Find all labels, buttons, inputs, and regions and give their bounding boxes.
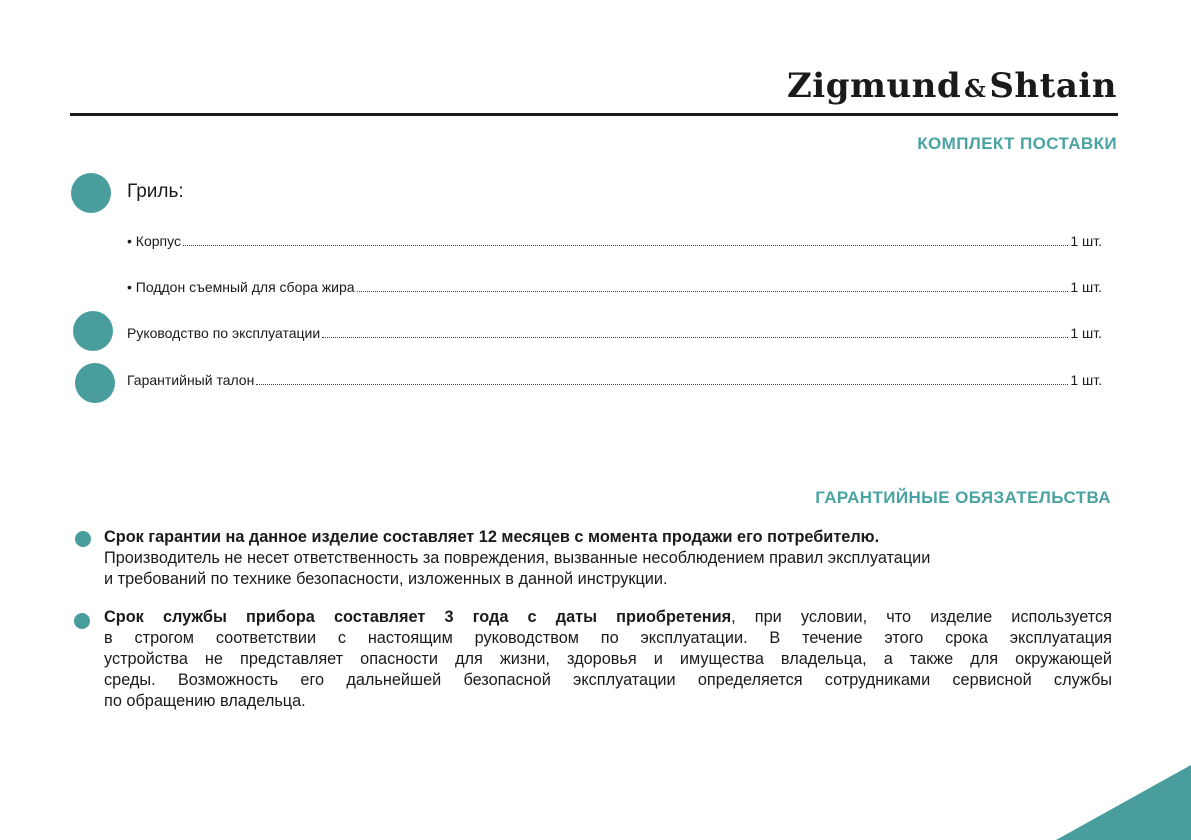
dot-leader (322, 336, 1068, 338)
kit-section-title: КОМПЛЕКТ ПОСТАВКИ (917, 134, 1117, 153)
kit-item-qty: 1 шт. (1070, 233, 1102, 249)
service-life-line (104, 607, 1112, 628)
warranty-text-line: Производитель не несет ответственность за повреждения, вызванные несоблюдением правил эксплуатации (104, 549, 931, 567)
brand-logo (787, 66, 1117, 106)
warranty-section-title: ГАРАНТИЙНЫЕ ОБЯЗАТЕЛЬСТВА (815, 488, 1111, 507)
kit-item-qty: 1 шт. (1070, 279, 1102, 295)
kit-marker-manual (73, 311, 113, 351)
corner-decoration (1056, 765, 1191, 840)
brand-name-part2: Shtain (989, 66, 1117, 106)
service-life-text-line: в строгом соответствии с настоящим руководством по эксплуатации. В течение этого срока эксплуатация (104, 629, 1112, 647)
kit-item-warranty-card (127, 372, 1102, 388)
warranty-paragraph-1 (104, 527, 1112, 590)
kit-item-qty: 1 шт. (1070, 325, 1102, 341)
kit-item-manual (127, 325, 1102, 341)
warranty-text-line: и требований по технике безопасности, изложенных в данной инструкции. (104, 570, 668, 588)
brand-name-part1: Zigmund (786, 66, 962, 106)
kit-item-drip-tray (127, 279, 1102, 295)
service-life-statement: Срок службы прибора составляет 3 года с даты приобретения (104, 608, 732, 626)
dot-leader (183, 244, 1068, 246)
service-life-line-rest: , при условии, что изделие используется (731, 608, 1112, 626)
kit-item-label: • Поддон съемный для сбора жира (127, 279, 355, 295)
kit-item-body (127, 233, 1102, 249)
warranty-period-statement: Срок гарантии на данное изделие составляет 12 месяцев с момента продажи его потребителю. (104, 528, 880, 546)
kit-marker-warranty-card (75, 363, 115, 403)
kit-grill-heading: Гриль: (127, 181, 184, 202)
service-life-text-line: устройства не представляет опасности для жизни, здоровья и имущества владельца, а также для окружающей (104, 650, 1112, 668)
kit-item-label: Руководство по эксплуатации (127, 325, 321, 341)
brand-ampersand: & (964, 74, 987, 103)
dot-leader (357, 290, 1069, 292)
header-rule (70, 113, 1118, 116)
kit-item-qty: 1 шт. (1070, 372, 1102, 388)
kit-marker-grill (71, 173, 111, 213)
warranty-bullet-2 (74, 613, 90, 629)
warranty-bullet-1 (75, 531, 91, 547)
kit-item-label: • Корпус (127, 233, 181, 249)
warranty-paragraph-2 (104, 607, 1112, 712)
dot-leader (256, 383, 1068, 385)
service-life-text-line: среды. Возможность его дальнейшей безопасной эксплуатации определяется сотрудниками сервисной службы (104, 671, 1112, 689)
service-life-text-line: по обращению владельца. (104, 692, 306, 710)
kit-item-label: Гарантийный талон (127, 372, 255, 388)
